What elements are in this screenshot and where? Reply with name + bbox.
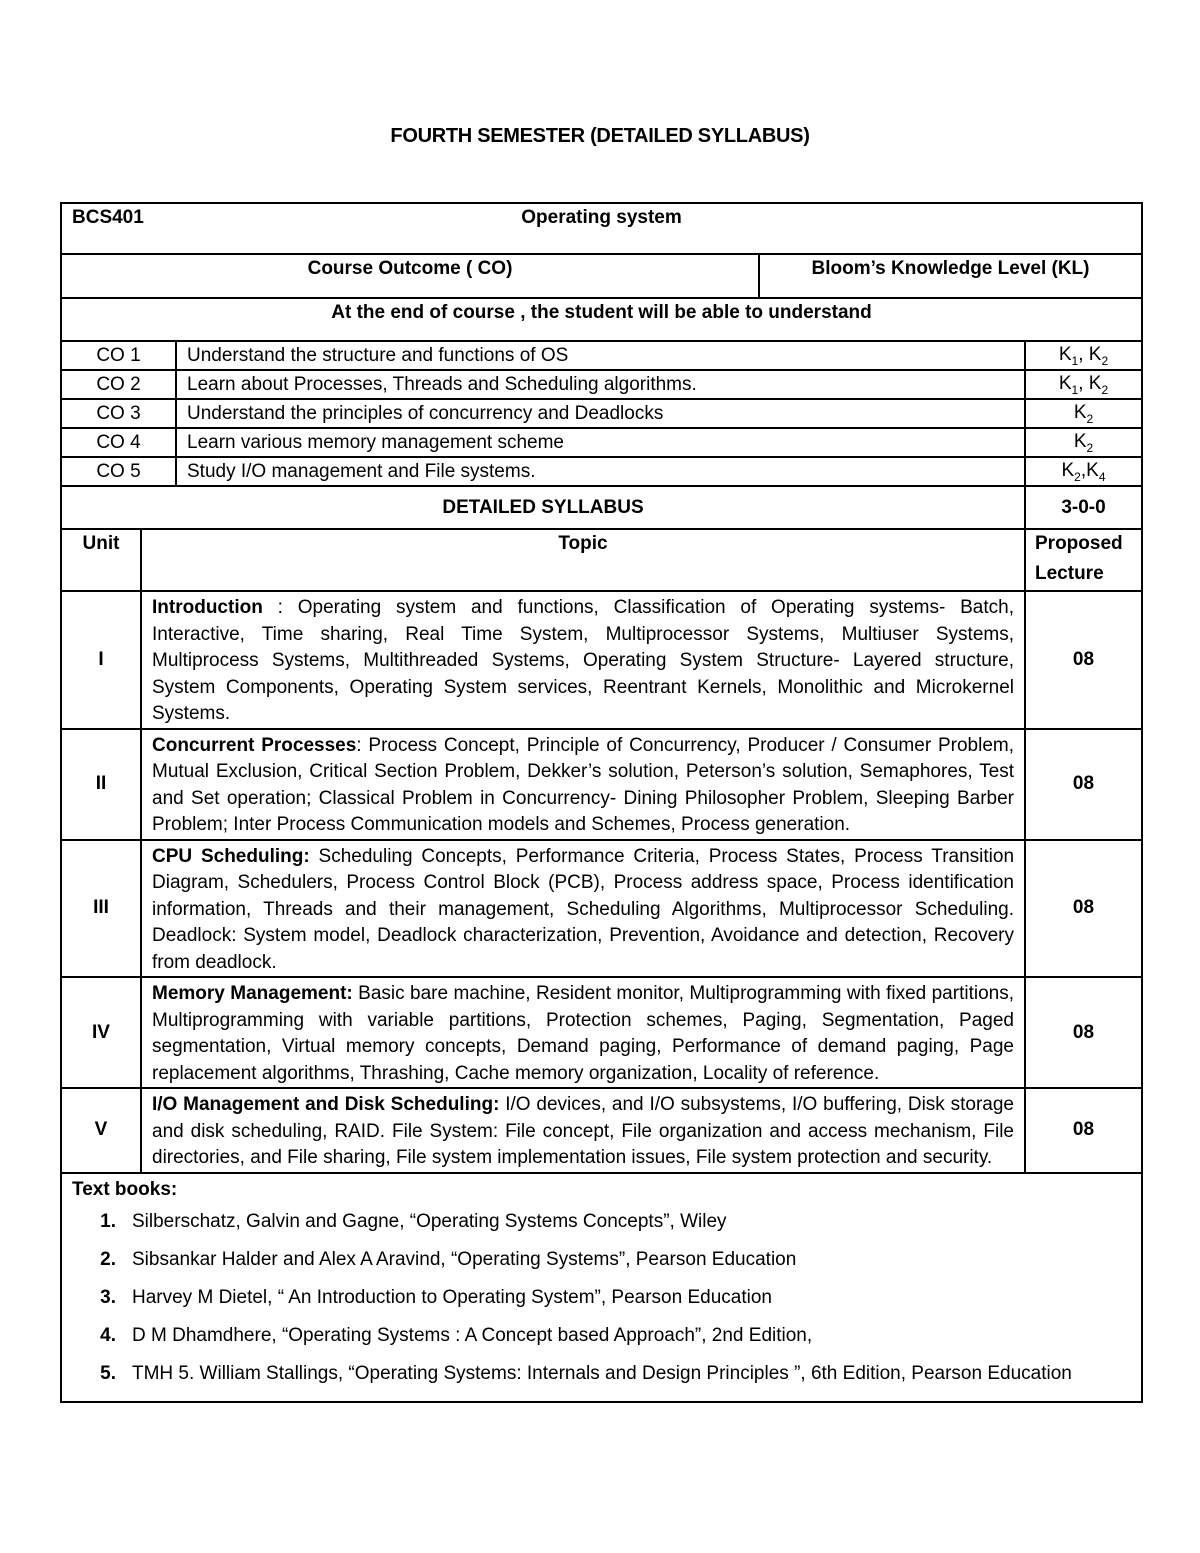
- co-id: CO 2: [62, 371, 177, 398]
- co-row: [62, 371, 1141, 400]
- co-kl-value: $K_2$: [1073, 401, 1094, 426]
- co-id: CO 5: [62, 458, 177, 485]
- textbook-item: [72, 1317, 1131, 1355]
- unit-topic: [142, 841, 1026, 977]
- co-kl: [1026, 342, 1141, 369]
- co-description: Study I/O management and File systems.: [177, 458, 1026, 485]
- textbook-number: 4.: [100, 1324, 116, 1346]
- unit-row: [62, 841, 1141, 979]
- unit-body: Process Concept, Principle of Concurrency, Producer / Consumer Problem, Mutual Exclusion, Critical Section Problem, Dekker’s solution, Peterson’s solution, Semaphores, Test and Set operation; Classical Problem in Concurrency- Dining Philosopher Problem, Sleeping Barber Problem; Inter Process Communication models and Schemes, Process generation.: [152, 734, 1014, 835]
- co-row: [62, 458, 1141, 487]
- co-description: Understand the principles of concurrency and Deadlocks: [177, 400, 1026, 427]
- unit-lectures: 08: [1072, 648, 1095, 670]
- unit-number: III: [62, 841, 142, 977]
- course-name: Operating system: [521, 207, 682, 228]
- co-row: [62, 342, 1141, 371]
- unit-topic: [142, 1089, 1026, 1172]
- detailed-syllabus-row: [62, 487, 1141, 530]
- textbook-item: [72, 1241, 1131, 1279]
- unit-body: Operating system and functions, Classification of Operating systems- Batch, Interactive, Time sharing, Real Time System, Multiprocessor Systems, Multiuser Systems, Multiprocess Systems, Multithreaded Systems, Operating System Structure- Layered structure, System Components, Operating System services, Reentrant Kernels, Monolithic and Microkernel Systems.: [152, 597, 1014, 724]
- textbook-item: [72, 1355, 1131, 1393]
- ltp-value: 3-0-0: [1061, 497, 1106, 518]
- co-kl-value: $K_2$: [1073, 430, 1094, 455]
- co-intro-row: [62, 299, 1141, 342]
- textbook-number: 1.: [100, 1210, 116, 1232]
- unit-heading: Concurrent Processes: [152, 734, 357, 756]
- textbooks-row: [62, 1174, 1141, 1401]
- textbook-text: Sibsankar Halder and Alex A Aravind, “Operating Systems”, Pearson Education: [132, 1248, 797, 1270]
- co-header-outcome: Course Outcome ( CO): [62, 255, 760, 297]
- unit-heading: Introduction: [152, 597, 263, 618]
- co-kl: [1026, 371, 1141, 398]
- unit-row: [62, 592, 1141, 730]
- course-code: BCS401: [72, 207, 144, 228]
- co-description: Learn various memory management scheme: [177, 429, 1026, 456]
- co-description: Learn about Processes, Threads and Scheduling algorithms.: [177, 371, 1026, 398]
- unit-sep: :: [356, 734, 369, 756]
- unit-topic: [142, 730, 1026, 839]
- course-header-row: [62, 204, 1141, 255]
- lecture-header: Proposed Lecture: [1035, 533, 1123, 584]
- textbook-number: 2.: [100, 1248, 116, 1270]
- co-kl: [1026, 429, 1141, 456]
- unit-number: II: [62, 730, 142, 839]
- textbook-text: Silberschatz, Galvin and Gagne, “Operating Systems Concepts”, Wiley: [132, 1210, 727, 1232]
- unit-header: Unit: [62, 530, 142, 590]
- textbook-number: 3.: [100, 1286, 116, 1308]
- unit-lectures: 08: [1072, 1119, 1095, 1141]
- textbook-text: D M Dhamdhere, “Operating Systems : A Concept based Approach”, 2nd Edition,: [132, 1324, 813, 1346]
- co-kl-value: $K_1$, $K_2$: [1058, 343, 1109, 368]
- unit-heading: CPU Scheduling:: [152, 845, 310, 867]
- unit-topic: [142, 978, 1026, 1087]
- page-title: FOURTH SEMESTER (DETAILED SYLLABUS): [390, 125, 810, 147]
- unit-lectures: 08: [1072, 773, 1095, 794]
- unit-lectures: 08: [1072, 1021, 1095, 1043]
- co-kl-value: $K_1$, $K_2$: [1058, 372, 1109, 397]
- co-intro-text: At the end of course , the student will be able to understand: [331, 302, 872, 323]
- unit-topic: [142, 592, 1026, 728]
- unit-number: I: [62, 592, 142, 728]
- unit-body: Basic bare machine, Resident monitor, Multiprogramming with fixed partitions, Multiprogramming with variable partitions, Protection schemes, Paging, Segmentation, Paged segmentation, Virtual memory concepts, Demand paging, Performance of demand paging, Page replacement algorithms, Thrashing, Cache memory organization, Locality of reference.: [152, 983, 1014, 1084]
- unit-header-row: [62, 530, 1141, 592]
- unit-body: Scheduling Concepts, Performance Criteria, Process States, Process Transition Diagram, Schedulers, Process Control Block (PCB), Process address space, Process identification information, Threads and their management, Scheduling Algorithms, Multiprocessor Scheduling. Deadlock: System model, Deadlock characterization, Prevention, Avoidance and detection, Recovery from deadlock.: [152, 845, 1015, 973]
- co-row: [62, 429, 1141, 458]
- textbook-item: [72, 1279, 1131, 1317]
- syllabus-table: [60, 202, 1143, 1403]
- textbooks: [62, 1174, 1141, 1401]
- co-kl-value: $K_2,K_4$: [1061, 459, 1106, 484]
- co-description: Understand the structure and functions of OS: [177, 342, 1026, 369]
- unit-number: V: [62, 1089, 142, 1172]
- textbook-text: TMH 5. William Stallings, “Operating Systems: Internals and Design Principles ”, 6th Edition, Pearson Education: [132, 1362, 1072, 1384]
- co-id: CO 4: [62, 429, 177, 456]
- unit-lectures: 08: [1072, 897, 1095, 919]
- unit-row: [62, 1089, 1141, 1174]
- textbook-number: 5.: [100, 1362, 116, 1384]
- unit-heading: I/O Management and Disk Scheduling:: [152, 1094, 500, 1115]
- unit-body: I/O devices, and I/O subsystems, I/O buffering, Disk storage and disk scheduling, RAID. File System: File concept, File organization and access mechanism, File directories, and File sharing, File system implementation issues, File system protection and security.: [152, 1094, 1014, 1168]
- textbook-item: [72, 1203, 1131, 1241]
- unit-number: IV: [62, 978, 142, 1087]
- co-kl: [1026, 458, 1141, 485]
- co-id: CO 1: [62, 342, 177, 369]
- unit-sep: :: [262, 597, 298, 618]
- detailed-syllabus-title: DETAILED SYLLABUS: [62, 487, 1026, 528]
- co-header-row: [62, 255, 1141, 299]
- unit-row: [62, 978, 1141, 1089]
- unit-row: [62, 730, 1141, 841]
- co-kl: [1026, 400, 1141, 427]
- unit-sep: [310, 846, 319, 867]
- co-header-kl: Bloom’s Knowledge Level (KL): [811, 258, 1090, 279]
- co-row: [62, 400, 1141, 429]
- textbook-text: Harvey M Dietel, “ An Introduction to Operating System”, Pearson Education: [132, 1286, 772, 1308]
- unit-heading: Memory Management:: [152, 983, 353, 1004]
- topic-header: Topic: [142, 530, 1026, 590]
- textbooks-title: Text books:: [72, 1178, 178, 1200]
- co-id: CO 3: [62, 400, 177, 427]
